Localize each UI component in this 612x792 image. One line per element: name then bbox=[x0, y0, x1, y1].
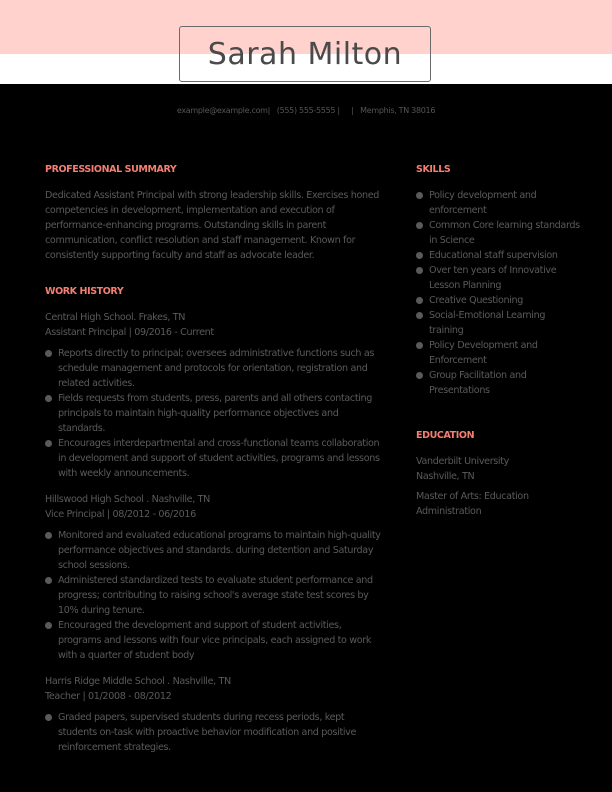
skill-text: Policy development and enforcement bbox=[429, 190, 537, 216]
job-bullet bbox=[45, 618, 385, 663]
skill-item bbox=[416, 293, 581, 308]
summary-heading: PROFESSIONAL SUMMARY bbox=[45, 164, 177, 175]
bullet-icon bbox=[45, 622, 52, 629]
job-entry bbox=[45, 310, 385, 481]
bullet-icon bbox=[45, 714, 52, 721]
skill-item bbox=[416, 248, 581, 263]
contact-line: example@example.com| (555) 555-5555 | | Memphis, TN 38016 bbox=[176, 106, 436, 115]
skill-item bbox=[416, 188, 581, 218]
education-school: Vanderbilt University bbox=[416, 456, 509, 467]
candidate-name: Sarah Milton bbox=[207, 37, 403, 72]
job-bullet bbox=[45, 528, 385, 573]
job-bullet bbox=[45, 391, 385, 436]
bullet-icon bbox=[416, 297, 423, 304]
skill-item bbox=[416, 263, 581, 293]
job-bullet bbox=[45, 346, 385, 391]
professional-summary-section bbox=[45, 163, 385, 263]
job-entry bbox=[45, 492, 385, 663]
skill-text: Over ten years of Innovative Lesson Planning bbox=[429, 265, 557, 291]
job-entry bbox=[45, 674, 385, 755]
bullet-text: Encouraged the development and support of student activities, programs and lessons with four vice principals, each assigned to work with a quarter of student body bbox=[58, 620, 372, 661]
bullet-icon bbox=[416, 312, 423, 319]
skill-item bbox=[416, 218, 581, 248]
bullet-icon bbox=[416, 267, 423, 274]
education-location: Nashville, TN bbox=[416, 471, 475, 482]
skill-text: Policy Development and Enforcement bbox=[429, 340, 538, 366]
bullet-icon bbox=[416, 372, 423, 379]
job-employer: Hillswood High School . Nashville, TN bbox=[45, 494, 210, 505]
job-title-dates: Teacher | 01/2008 - 08/2012 bbox=[45, 691, 172, 702]
bullet-icon bbox=[416, 252, 423, 259]
work-history-section bbox=[45, 285, 385, 755]
skill-text: Creative Questioning bbox=[429, 295, 524, 306]
education-entry bbox=[416, 454, 581, 519]
bullet-text: Graded papers, supervised students during recess periods, kept students on-task with proactive behavior modification and positive reinforcement strategies. bbox=[58, 712, 357, 753]
skill-text: Group Facilitation and Presentations bbox=[429, 370, 527, 396]
job-bullet bbox=[45, 436, 385, 481]
skills-heading: SKILLS bbox=[416, 164, 451, 175]
name-box bbox=[179, 26, 431, 82]
work-history-heading: WORK HISTORY bbox=[45, 286, 124, 297]
bullet-icon bbox=[416, 192, 423, 199]
skill-item bbox=[416, 338, 581, 368]
job-bullet bbox=[45, 573, 385, 618]
skill-text: Educational staff supervision bbox=[429, 250, 558, 261]
job-employer: Harris Ridge Middle School . Nashville, TN bbox=[45, 676, 231, 687]
bullet-text: Fields requests from students, press, parents and all others contacting principals to maintain high-quality performance objectives and standards. bbox=[58, 393, 373, 434]
summary-text: Dedicated Assistant Principal with strong leadership skills. Exercises honed competencies in development, implementation and execution of performance-enhancing programs. Outstanding skills in parent communication, conflict resolution and staff management. Known for consistently supporting faculty and staff as advocate leader. bbox=[45, 190, 379, 261]
job-bullet bbox=[45, 710, 385, 755]
job-title-dates: Vice Principal | 08/2012 - 06/2016 bbox=[45, 509, 196, 520]
bullet-text: Administered standardized tests to evaluate student performance and progress; contributing to raising school's average state test scores by 10% during tenure. bbox=[58, 575, 373, 616]
skill-text: Common Core learning standards in Science bbox=[429, 220, 580, 246]
skills-section bbox=[416, 163, 581, 398]
right-column bbox=[416, 163, 581, 519]
bullet-icon bbox=[416, 342, 423, 349]
bullet-icon bbox=[45, 395, 52, 402]
left-column bbox=[45, 163, 385, 755]
skill-text: Social-Emotional Learning training bbox=[429, 310, 546, 336]
bullet-text: Monitored and evaluated educational programs to maintain high-quality performance objectives and standards. during detention and Saturday school sessions. bbox=[58, 530, 381, 571]
education-heading: EDUCATION bbox=[416, 430, 475, 441]
skill-item bbox=[416, 368, 581, 398]
bullet-icon bbox=[45, 440, 52, 447]
job-employer: Central High School. Frakes, TN bbox=[45, 312, 186, 323]
bullet-icon bbox=[416, 222, 423, 229]
bullet-icon bbox=[45, 350, 52, 357]
bullet-icon bbox=[45, 577, 52, 584]
bullet-text: Reports directly to principal; oversees administrative functions such as schedule management and protocols for orientation, registration and related activities. bbox=[58, 348, 374, 389]
skill-item bbox=[416, 308, 581, 338]
bullet-text: Encourages interdepartmental and cross-functional teams collaboration in development and support of student activities, programs and lessons with weekly announcements. bbox=[58, 438, 380, 479]
education-degree: Master of Arts: Education Administration bbox=[416, 491, 529, 517]
education-section bbox=[416, 429, 581, 519]
job-title-dates: Assistant Principal | 09/2016 - Current bbox=[45, 327, 214, 338]
bullet-icon bbox=[45, 532, 52, 539]
